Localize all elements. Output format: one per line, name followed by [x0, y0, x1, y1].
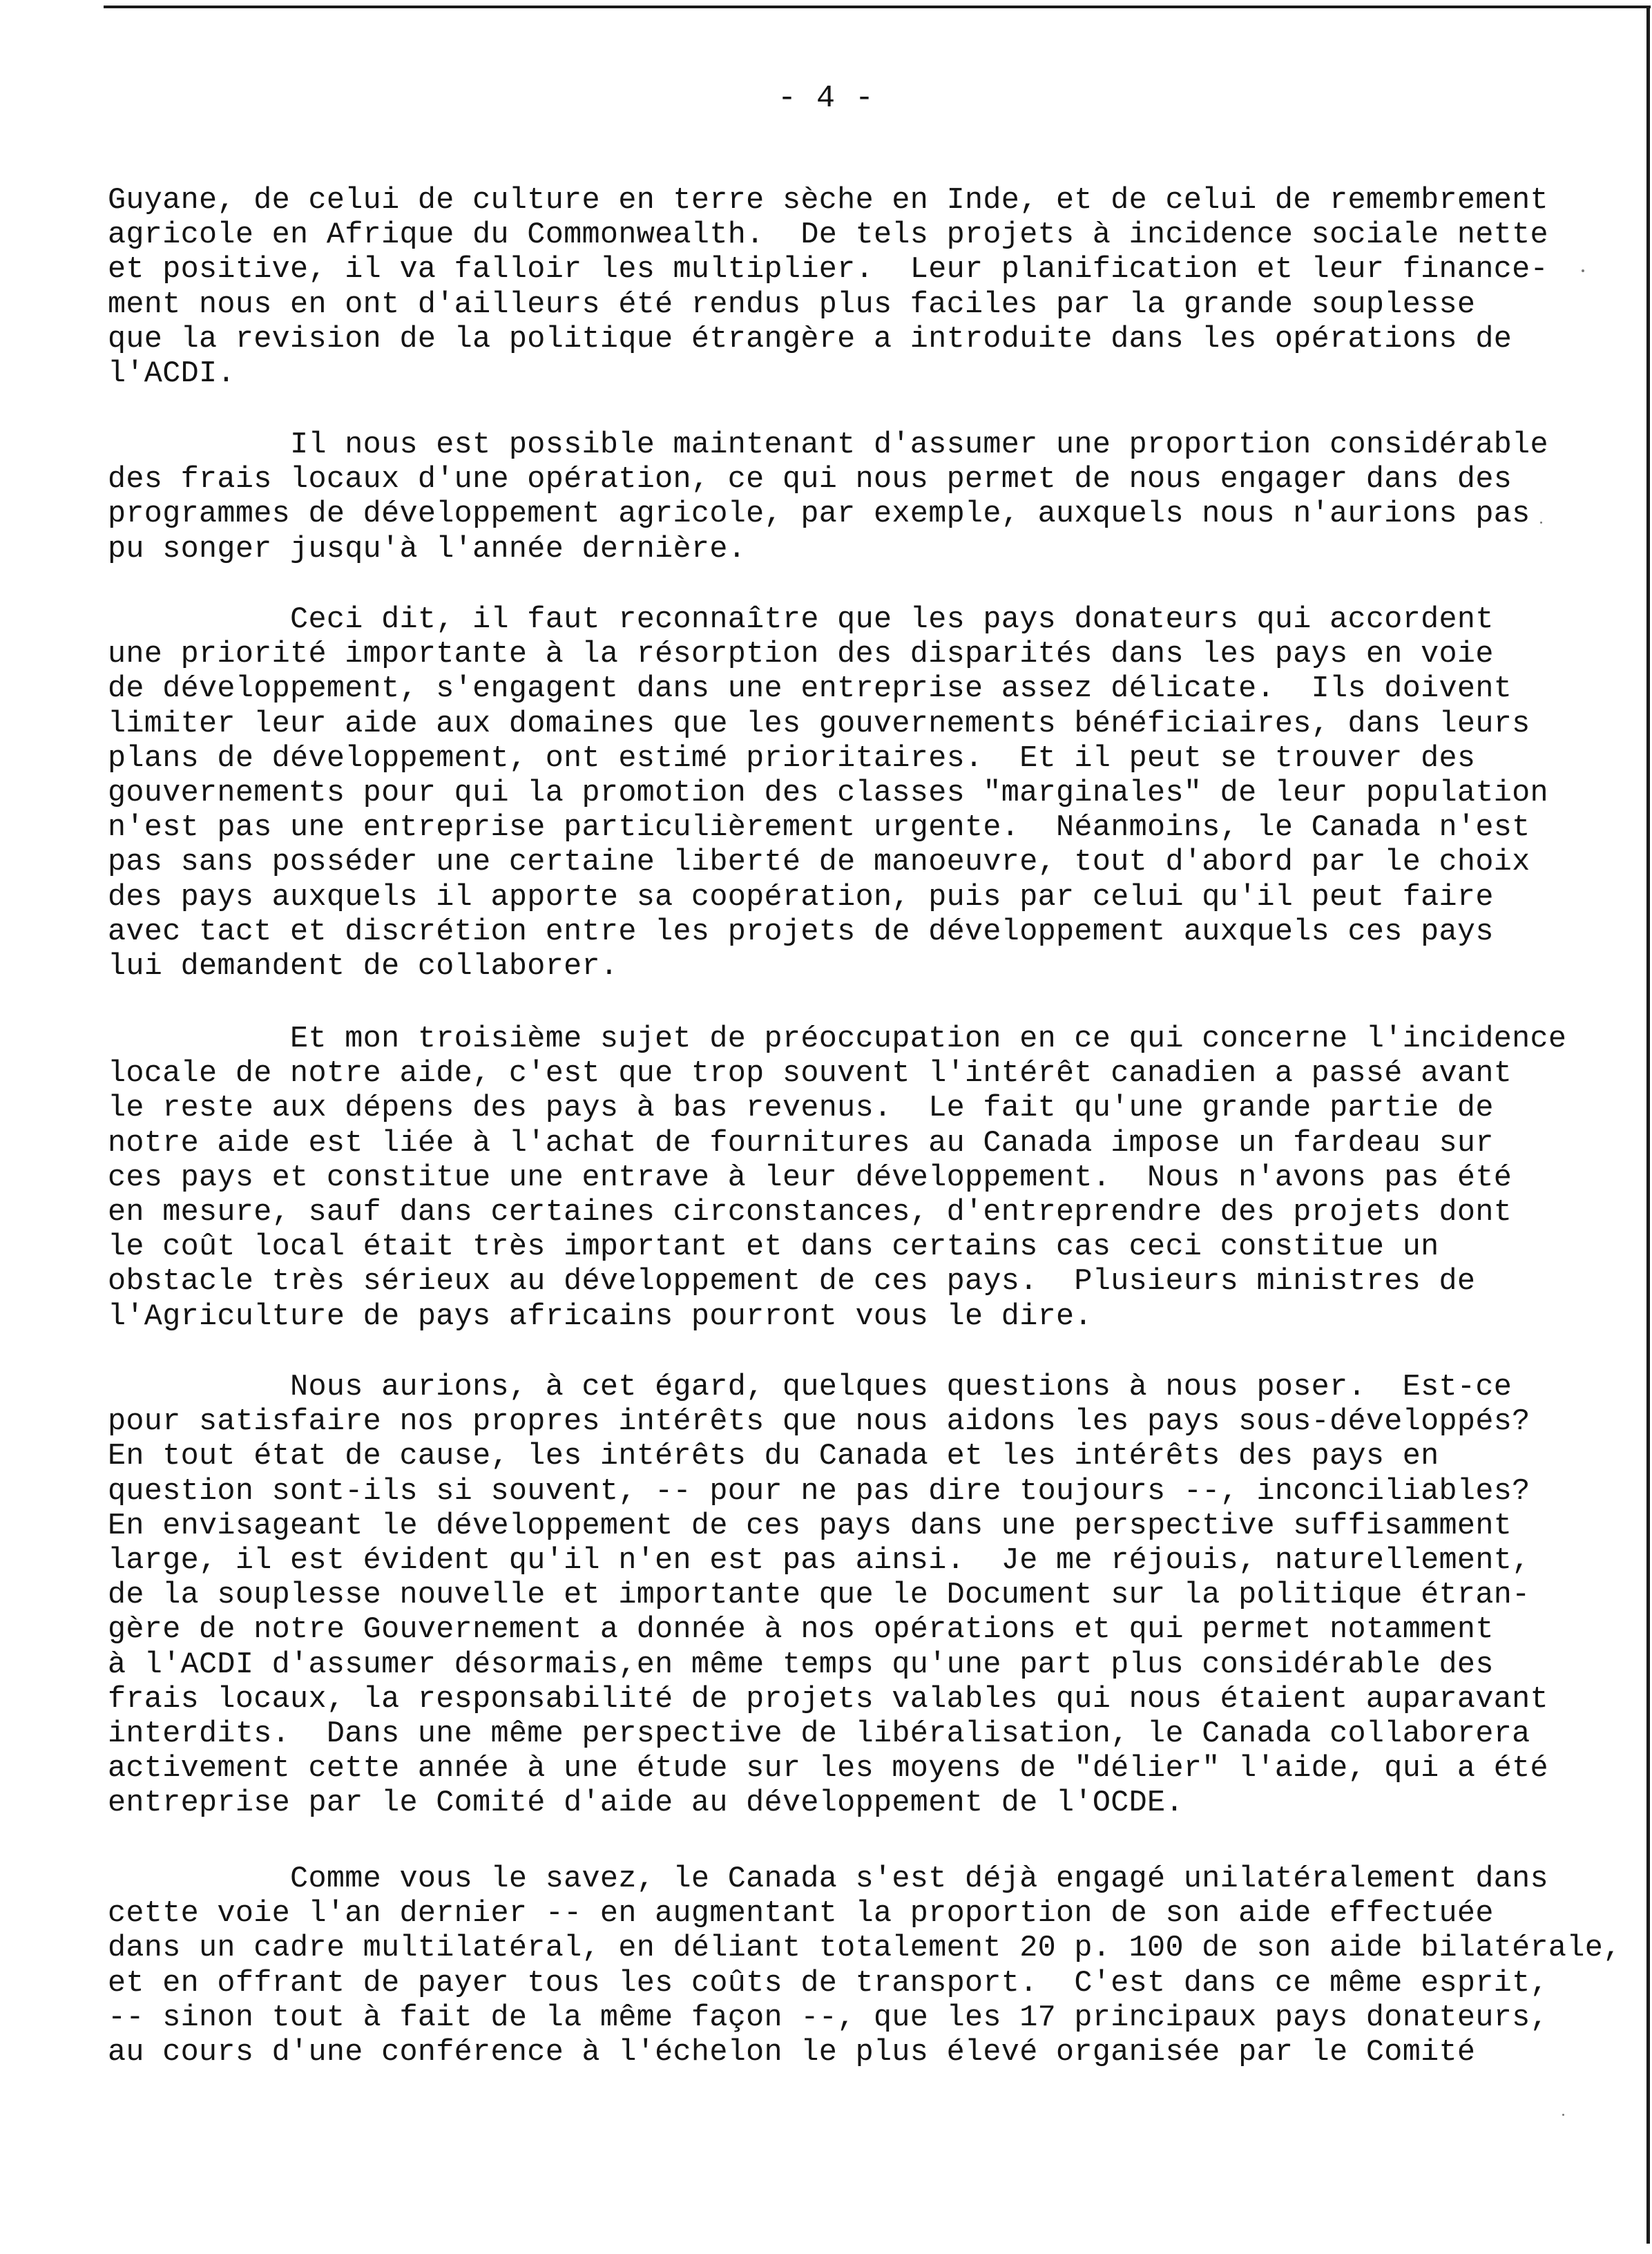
- top-border-line: [104, 6, 1651, 8]
- text-line: à l'ACDI d'assumer désormais,en même temps qu'une part plus considérable des: [108, 1647, 1494, 1682]
- text-line: Et mon troisième sujet de préoccupation en ce qui concerne l'incidence: [108, 1022, 1567, 1056]
- scan-speck: [1562, 2114, 1564, 2116]
- text-line: des frais locaux d'une opération, ce qui nous permet de nous engager dans des: [108, 463, 1512, 497]
- text-line: de la souplesse nouvelle et importante que le Document sur la politique étran-: [108, 1578, 1530, 1613]
- paragraph-5: [108, 1370, 1627, 1822]
- text-line: obstacle très sérieux au développement de ces pays. Plusieurs ministres de: [108, 1265, 1476, 1299]
- text-line: agricole en Afrique du Commonwealth. De tels projets à incidence sociale nette: [108, 218, 1548, 253]
- paragraph-3: [108, 603, 1627, 984]
- text-line: cette voie l'an dernier -- en augmentant la proportion de son aide effectuée: [108, 1897, 1494, 1931]
- text-line: et en offrant de payer tous les coûts de transport. C'est dans ce même esprit,: [108, 1966, 1548, 2000]
- text-line: une priorité importante à la résorption des disparités dans les pays en voie: [108, 638, 1494, 672]
- text-line: -- sinon tout à fait de la même façon --, que les 17 principaux pays donateurs,: [108, 2000, 1548, 2035]
- text-line: et positive, il va falloir les multiplier. Leur planification et leur finance-: [108, 253, 1548, 287]
- scan-speck: [1540, 522, 1542, 524]
- text-line: des pays auxquels il apporte sa coopération, puis par celui qu'il peut faire: [108, 880, 1494, 915]
- scan-speck: [1582, 269, 1584, 272]
- text-line: large, il est évident qu'il n'en est pas ainsi. Je me réjouis, naturellement,: [108, 1544, 1530, 1578]
- text-line: activement cette année à une étude sur les moyens de "délier" l'aide, qui a été: [108, 1752, 1548, 1786]
- text-line: En envisageant le développement de ces pays dans une perspective suffisamment: [108, 1509, 1512, 1543]
- text-line: notre aide est liée à l'achat de fournitures au Canada impose un fardeau sur: [108, 1126, 1494, 1161]
- paragraph-2: [108, 428, 1627, 567]
- text-line: de développement, s'engagent dans une entreprise assez délicate. Ils doivent: [108, 672, 1512, 707]
- text-line: l'ACDI.: [108, 357, 236, 392]
- text-line: l'Agriculture de pays africains pourront vous le dire.: [108, 1299, 1093, 1334]
- text-line: que la revision de la politique étrangère a introduite dans les opérations de: [108, 322, 1512, 356]
- text-line: n'est pas une entreprise particulièrement urgente. Néanmoins, le Canada n'est: [108, 811, 1530, 846]
- text-line: frais locaux, la responsabilité de projets valables qui nous étaient auparavant: [108, 1682, 1548, 1717]
- text-line: Comme vous le savez, le Canada s'est déjà engagé unilatéralement dans: [108, 1862, 1548, 1896]
- text-line: En tout état de cause, les intérêts du Canada et les intérêts des pays en: [108, 1440, 1439, 1474]
- text-line: pour satisfaire nos propres intérêts que nous aidons les pays sous-développés?: [108, 1405, 1530, 1440]
- text-line: lui demandent de collaborer.: [108, 950, 619, 984]
- text-line: limiter leur aide aux domaines que les gouvernements bénéficiaires, dans leurs: [108, 707, 1530, 741]
- page-number: - 4 -: [777, 81, 875, 116]
- text-line: entreprise par le Comité d'aide au développement de l'OCDE.: [108, 1786, 1184, 1821]
- text-line: Ceci dit, il faut reconnaître que les pays donateurs qui accordent: [108, 603, 1494, 637]
- text-line: au cours d'une conférence à l'échelon le plus élevé organisée par le Comité: [108, 2036, 1476, 2070]
- text-line: le reste aux dépens des pays à bas revenus. Le fait qu'une grande partie de: [108, 1091, 1494, 1126]
- text-line: pas sans posséder une certaine liberté de manoeuvre, tout d'abord par le choix: [108, 846, 1530, 880]
- text-line: ment nous en ont d'ailleurs été rendus plus faciles par la grande souplesse: [108, 287, 1476, 322]
- text-line: avec tact et discrétion entre les projets de développement auxquels ces pays: [108, 915, 1494, 949]
- text-line: plans de développement, ont estimé prioritaires. Et il peut se trouver des: [108, 741, 1476, 776]
- text-line: interdits. Dans une même perspective de libéralisation, le Canada collaborera: [108, 1717, 1530, 1752]
- paragraph-4: [108, 1022, 1627, 1335]
- text-line: gouvernements pour qui la promotion des classes "marginales" de leur population: [108, 776, 1548, 811]
- text-line: Nous aurions, à cet égard, quelques questions à nous poser. Est-ce: [108, 1370, 1512, 1404]
- text-line: question sont-ils si souvent, -- pour ne pas dire toujours --, inconciliables?: [108, 1474, 1530, 1509]
- text-line: en mesure, sauf dans certaines circonstances, d'entreprendre des projets dont: [108, 1196, 1512, 1230]
- right-border-line: [1646, 6, 1650, 2244]
- text-line: ces pays et constitue une entrave à leur développement. Nous n'avons pas été: [108, 1161, 1512, 1195]
- paragraph-6: [108, 1862, 1627, 2070]
- text-line: pu songer jusqu'à l'année dernière.: [108, 532, 747, 566]
- text-line: programmes de développement agricole, par exemple, auxquels nous n'aurions pas: [108, 497, 1530, 532]
- text-line: Il nous est possible maintenant d'assumer une proportion considérable: [108, 428, 1548, 462]
- text-line: locale de notre aide, c'est que trop souvent l'intérêt canadien a passé avant: [108, 1057, 1512, 1091]
- text-line: Guyane, de celui de culture en terre sèche en Inde, et de celui de remembrement: [108, 184, 1548, 218]
- text-line: gère de notre Gouvernement a donnée à nos opérations et qui permet notamment: [108, 1613, 1494, 1647]
- paragraph-1: [108, 184, 1627, 392]
- text-line: le coût local était très important et dans certains cas ceci constitue un: [108, 1230, 1439, 1265]
- text-line: dans un cadre multilatéral, en déliant totalement 20 p. 100 de son aide bilatérale,: [108, 1931, 1622, 1966]
